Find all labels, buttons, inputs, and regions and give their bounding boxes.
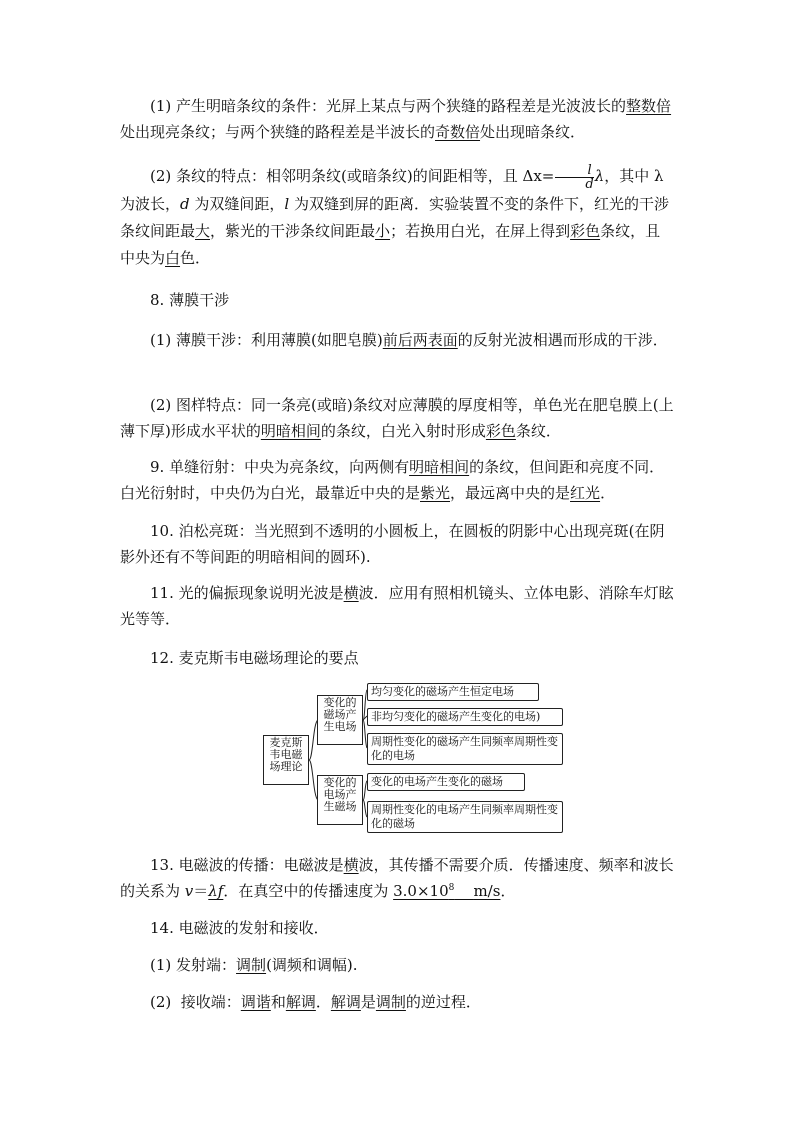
answer-underline: 调谐 bbox=[240, 993, 271, 1011]
answer-underline: 奇数倍 bbox=[435, 123, 481, 141]
text: 的条纹，白光入射时形成 bbox=[320, 422, 486, 440]
answer-underline: 横 bbox=[343, 584, 359, 602]
text: 是 bbox=[360, 993, 376, 1011]
var-d: d bbox=[180, 194, 190, 213]
text: ．在真空中的传播速度为 bbox=[223, 882, 394, 900]
text: 条纹． bbox=[515, 422, 561, 440]
answer-underline-speed bbox=[393, 882, 500, 900]
fraction-denominator: d bbox=[585, 176, 594, 192]
para-em-wave-propagation bbox=[120, 852, 675, 904]
equals-sign: ＝ bbox=[193, 882, 209, 900]
text: 的反射光波相遇而形成的干涉． bbox=[457, 331, 668, 349]
text: 条纹的特点：相邻明条纹(或暗条纹)的间距相等，且 Δx= bbox=[176, 167, 555, 185]
diagram-branch-magnetic: 变化的磁场产生电场 bbox=[317, 695, 363, 745]
heading-thin-film: 8. 薄膜干涉 bbox=[150, 291, 230, 309]
diagram-leaf-uniform: 均匀变化的磁场产生恒定电场 bbox=[367, 683, 539, 701]
text: 波，其传播不需要介质．传播速度、频率和波长的关系为 bbox=[120, 856, 674, 900]
diagram-branch-electric: 变化的电场产生磁场 bbox=[317, 775, 363, 825]
answer-underline: 紫光 bbox=[420, 484, 451, 502]
text: ，紫光的干涉条纹间距最 bbox=[210, 221, 376, 240]
item-label: (2) bbox=[150, 167, 172, 185]
answer-underline: 红光 bbox=[570, 484, 601, 502]
text: 处出现暗条纹． bbox=[480, 123, 586, 141]
answer-underline: 调制 bbox=[236, 956, 267, 974]
text: 接收端： bbox=[180, 993, 241, 1011]
item-label: (1) bbox=[150, 331, 172, 349]
text: 薄膜干涉：利用薄膜(如肥皂膜) bbox=[176, 331, 383, 349]
text: 11. 光的偏振现象说明光波是 bbox=[150, 584, 344, 602]
text: ，其中 λ 为波长， bbox=[120, 167, 664, 213]
answer-underline: 大 bbox=[195, 221, 211, 240]
text: 处出现亮条纹；与两个狭缝的路程差是半波长的 bbox=[120, 123, 436, 141]
diagram-root-box: 麦克斯韦电磁场理论 bbox=[263, 735, 309, 785]
answer-underline: 小 bbox=[375, 221, 391, 240]
text: 发射端： bbox=[176, 956, 237, 974]
answer-underline: 前后两表面 bbox=[382, 331, 458, 349]
text: 产生明暗条纹的条件：光屏上某点与两个狭缝的路程差是光波波长的 bbox=[176, 97, 627, 115]
speed-exponent: 8 bbox=[448, 883, 455, 893]
diagram-leaf-changing-electric: 变化的电场产生变化的磁场 bbox=[367, 773, 525, 791]
var-v: v bbox=[184, 882, 194, 900]
heading-maxwell: 12. 麦克斯韦电磁场理论的要点 bbox=[150, 649, 359, 667]
answer-underline: 白 bbox=[165, 248, 181, 267]
answer-underline: 整数倍 bbox=[626, 97, 672, 115]
var-l: l bbox=[284, 194, 290, 213]
diagram-leaf-nonuniform: 非均匀变化的磁场产生变化的电场) bbox=[367, 708, 563, 726]
answer-underline: 解调 bbox=[330, 993, 361, 1011]
heading-em-transmit: 14. 电磁波的发射和接收． bbox=[150, 919, 329, 937]
text: 为双缝到屏的距离．实验装置不变的条件下，红光的干涉条纹间距最 bbox=[120, 194, 669, 240]
lambda-symbol: λ bbox=[594, 167, 605, 185]
answer-underline: 彩色 bbox=[485, 422, 516, 440]
speed-unit: m/s bbox=[473, 882, 501, 900]
text: 色． bbox=[180, 248, 211, 267]
text: 条纹，且中央为 bbox=[120, 221, 661, 267]
para-poisson-spot: 10. 泊松亮斑：当光照到不透明的小圆板上，在圆板的阴影中心出现亮斑(在阴影外还有不等间距的明暗相间的圆环). bbox=[120, 522, 665, 566]
answer-underline: 调制 bbox=[375, 993, 406, 1011]
text: ． bbox=[500, 882, 516, 900]
answer-underline: 横 bbox=[343, 856, 359, 874]
text: 波．应用有照相机镜头、立体电影、消除车灯眩光等等． bbox=[120, 584, 674, 628]
item-label: (2) bbox=[150, 993, 172, 1011]
text: 和 bbox=[270, 993, 286, 1011]
answer-underline: 明暗相间 bbox=[409, 458, 470, 476]
para-transmitter bbox=[120, 952, 675, 978]
item-label: (1) bbox=[150, 97, 172, 115]
text: 的条纹，但间距和亮度不同．白光衍射时，中央仍为白光，最靠近中央的是 bbox=[120, 458, 665, 502]
para-receiver bbox=[120, 989, 675, 1015]
item-label: (2) bbox=[150, 396, 172, 414]
answer-underline: λf bbox=[208, 882, 224, 900]
text: ． bbox=[600, 484, 616, 502]
answer-underline: 彩色 bbox=[570, 221, 601, 240]
text: 为双缝间距， bbox=[189, 194, 285, 213]
fraction-numerator: l bbox=[555, 164, 593, 178]
text: (调频和调幅). bbox=[266, 956, 358, 974]
answer-underline: 明暗相间 bbox=[260, 422, 321, 440]
text: ，最远离中央的是 bbox=[450, 484, 571, 502]
text: ；若换用白光，在屏上得到 bbox=[390, 221, 571, 240]
answer-underline: 解调 bbox=[285, 993, 316, 1011]
text: 13. 电磁波的传播：电磁波是 bbox=[150, 856, 344, 874]
diagram-leaf-periodic-electric: 周期性变化的电场产生同频率周期性变化的磁场 bbox=[367, 801, 563, 833]
text: ． bbox=[315, 993, 331, 1011]
text: 图样特点：同一条亮(或暗)条纹对应薄膜的厚度相等，单色光在肥皂膜上(上薄下厚)形成水平状的 bbox=[120, 396, 674, 440]
text: 的逆过程． bbox=[405, 993, 481, 1011]
item-label: (1) bbox=[150, 956, 172, 974]
text: 9. 单缝衍射：中央为亮条纹，向两侧有 bbox=[150, 458, 410, 476]
speed-base: 3.0×10 bbox=[393, 882, 449, 900]
diagram-leaf-periodic-magnetic: 周期性变化的磁场产生同频率周期性变化的电场 bbox=[367, 733, 563, 765]
